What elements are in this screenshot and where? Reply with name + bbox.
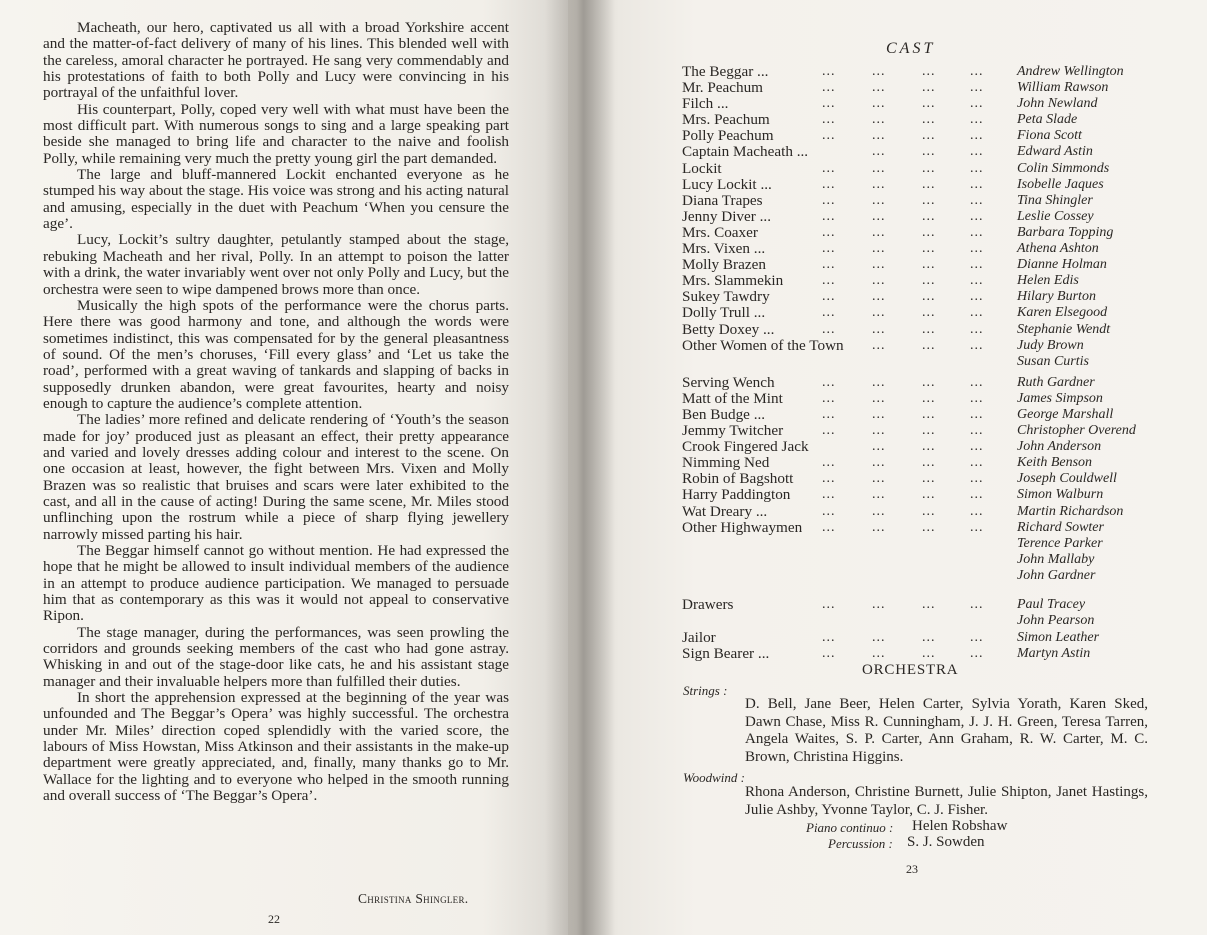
cast-actor: John Pearson	[1017, 613, 1095, 629]
cast-actor: John Anderson	[1017, 439, 1102, 455]
leader-dots: ...	[970, 64, 984, 79]
leader-dots: ...	[872, 176, 886, 192]
cast-row	[682, 128, 1152, 144]
cast-row	[682, 144, 1152, 160]
leader-dots: ...	[872, 374, 886, 390]
leader-dots: ...	[922, 96, 936, 112]
cast-row	[682, 161, 1152, 177]
review-paragraph: The Beggar himself cannot go without mention. He had expressed the hope that he might be allowed to insult individual members of the audience in an attempt to produce audience participation. We managed to persuade him that as contemporary as this was it would not appeal to conservative Ripon.	[43, 542, 509, 625]
cast-actor: Martin Richardson	[1017, 503, 1124, 519]
review-paragraph: His counterpart, Polly, coped very well with what must have been the most difficult part. With numerous songs to sing and a large speaking part beside she managed to bring life and character to the naive and foolish Polly, while remaining very much the pretty young girl the part demanded.	[43, 100, 509, 167]
cast-actor: Karen Elsegood	[1017, 305, 1108, 321]
leader-dots: ...	[970, 80, 984, 96]
book-spine-shadow	[545, 0, 615, 935]
leader-dots: ...	[922, 406, 936, 422]
leader-dots: ...	[872, 337, 886, 353]
cast-actor: Richard Sowter	[1017, 519, 1104, 535]
review-paragraph: Macheath, our hero, captivated us all with a broad Yorkshire accent and the matter-of-fact delivery of many of his lines. This blended well with the careless, amoral character he portrayed. He sang very commendably and his protestations of faith to both Polly and Lucy were convincing in his portrayal of the unfaithful lover.	[43, 19, 509, 102]
cast-actor: John Newland	[1017, 96, 1098, 112]
leader-dots: ...	[872, 64, 886, 79]
cast-row	[682, 646, 1152, 662]
cast-actor: Simon Walburn	[1017, 487, 1104, 503]
cast-actor: Simon Leather	[1017, 630, 1100, 646]
leader-dots: ...	[922, 257, 936, 273]
cast-actor: Isobelle Jaques	[1017, 176, 1104, 192]
cast-row	[682, 630, 1152, 646]
leader-dots: ...	[822, 257, 836, 273]
leader-dots: ...	[822, 241, 836, 257]
leader-dots: ...	[822, 176, 836, 192]
cast-actor: Stephanie Wendt	[1017, 321, 1111, 337]
cast-actor: George Marshall	[1017, 406, 1114, 422]
percussion-player: S. J. Sowden	[907, 834, 985, 850]
leader-dots: ...	[872, 192, 886, 208]
leader-dots: ...	[822, 273, 836, 289]
cast-actor: Fiona Scott	[1017, 128, 1082, 144]
leader-dots: ...	[872, 305, 886, 321]
cast-actor: Edward Astin	[1017, 144, 1093, 160]
leader-dots: ...	[872, 646, 886, 662]
cast-row	[682, 354, 1152, 370]
cast-row	[682, 257, 1152, 273]
leader-dots: ...	[872, 471, 886, 487]
leader-dots: ...	[822, 374, 836, 390]
leader-dots: ...	[872, 503, 886, 519]
leader-dots: ...	[872, 321, 886, 337]
cast-role: Jemmy Twitcher	[682, 422, 784, 440]
leader-dots: ...	[822, 112, 836, 128]
leader-dots: ...	[822, 519, 836, 535]
cast-role: Sukey Tawdry	[682, 288, 770, 306]
leader-dots: ...	[822, 455, 836, 471]
percussion-label: Percussion :	[828, 836, 893, 851]
leader-dots: ...	[922, 390, 936, 406]
strings-list: D. Bell, Jane Beer, Helen Carter, Sylvia Yorath, Karen Sked, Dawn Chase, Miss R. Cunningham, J. J. H. Green, Teresa Tarren, Angela Waites, S. P. Carter, Ann Graham, R. W. Carter, M. C. Brown, Christina Higgins.	[745, 696, 1148, 765]
leader-dots: ...	[822, 208, 836, 224]
leader-dots: ...	[970, 630, 984, 646]
leader-dots: ...	[970, 423, 984, 439]
leader-dots: ...	[922, 241, 936, 257]
cast-role: Mrs. Vixen ...	[682, 240, 766, 258]
leader-dots: ...	[970, 192, 984, 208]
leader-dots: ...	[922, 337, 936, 353]
leader-dots: ...	[872, 160, 886, 176]
cast-actor: James Simpson	[1017, 390, 1103, 406]
leader-dots: ...	[872, 487, 886, 503]
leader-dots: ...	[822, 487, 836, 503]
cast-list	[682, 64, 1152, 662]
cast-row	[682, 536, 1152, 552]
cast-actor: Ruth Gardner	[1017, 374, 1095, 390]
cast-role: Captain Macheath ...	[682, 143, 809, 161]
cast-row	[682, 568, 1152, 584]
leader-dots: ...	[970, 224, 984, 240]
cast-actor: Susan Curtis	[1017, 353, 1089, 369]
cast-row	[682, 520, 1152, 536]
leader-dots: ...	[922, 439, 936, 455]
strings-label: Strings :	[683, 683, 728, 698]
cast-actor: Colin Simmonds	[1017, 160, 1110, 176]
cast-row	[682, 487, 1152, 503]
cast-actor: Paul Tracey	[1017, 597, 1086, 612]
cast-role: Wat Dreary ...	[682, 502, 768, 520]
leader-dots: ...	[970, 96, 984, 112]
leader-dots: ...	[922, 305, 936, 321]
review-paragraph: The ladies’ more refined and delicate rendering of ‘Youth’s the season made for joy’ produced just as pleasant an effect, their pretty appearance and varied and lovely dresses adding colour and interest to the scene. On one occasion at least, however, the fight between Mrs. Vixen and Molly Brazen was so realistic that bruises and scars were later exhibited to the cast, and all in the cause of acting! During the same scene, Mr. Miles stood unflinching upon the rostrum while a piece of sharp flying jewellery narrowly missed parting his hair.	[43, 411, 509, 543]
cast-role: Harry Paddington	[682, 486, 791, 504]
cast-row	[682, 273, 1152, 289]
cast-row	[682, 375, 1152, 391]
cast-role: Other Highwaymen	[682, 518, 803, 536]
leader-dots: ...	[922, 64, 936, 79]
cast-actor: Dianne Holman	[1017, 257, 1107, 273]
cast-role: Diana Trapes	[682, 191, 763, 209]
leader-dots: ...	[822, 305, 836, 321]
leader-dots: ...	[922, 289, 936, 305]
cast-role: Other Women of the Town	[682, 336, 844, 354]
leader-dots: ...	[970, 337, 984, 353]
leader-dots: ...	[922, 471, 936, 487]
cast-role: The Beggar ...	[682, 63, 769, 80]
leader-dots: ...	[822, 160, 836, 176]
cast-row	[682, 597, 1152, 613]
author-signature: Christina Shingler.	[358, 891, 469, 906]
cast-actor: Leslie Cossey	[1017, 208, 1094, 224]
cast-row	[682, 64, 1152, 80]
cast-role: Betty Doxey ...	[682, 320, 775, 338]
leader-dots: ...	[822, 503, 836, 519]
cast-actor: Keith Benson	[1017, 455, 1093, 471]
cast-actor: Tina Shingler	[1017, 192, 1093, 208]
cast-row	[682, 80, 1152, 96]
leader-dots: ...	[822, 321, 836, 337]
leader-dots: ...	[922, 273, 936, 289]
leader-dots: ...	[872, 439, 886, 455]
leader-dots: ...	[922, 487, 936, 503]
cast-actor: Terence Parker	[1017, 535, 1103, 551]
leader-dots: ...	[922, 80, 936, 96]
leader-dots: ...	[872, 406, 886, 422]
cast-role: Matt of the Mint	[682, 389, 783, 407]
leader-dots: ...	[970, 208, 984, 224]
cast-row	[682, 613, 1152, 629]
leader-dots: ...	[970, 305, 984, 321]
review-paragraph: The stage manager, during the performances, was seen prowling the corridors and grounds seeking members of the cast who had gone astray. Whisking in and out of the stage-door like cats, he and his assistant stage manager and their invaluable helpers more than fulfilled their duties.	[43, 623, 509, 690]
leader-dots: ...	[822, 80, 836, 96]
cast-actor: Athena Ashton	[1017, 241, 1099, 257]
cast-role: Serving Wench	[682, 373, 775, 391]
leader-dots: ...	[922, 144, 936, 160]
leader-dots: ...	[922, 321, 936, 337]
cast-role: Mrs. Peachum	[682, 111, 770, 129]
cast-row	[682, 209, 1152, 225]
cast-row	[682, 112, 1152, 128]
leader-dots: ...	[970, 160, 984, 176]
cast-role: Filch ...	[682, 95, 729, 113]
leader-dots: ...	[970, 112, 984, 128]
leader-dots: ...	[970, 455, 984, 471]
leader-dots: ...	[872, 630, 886, 646]
cast-actor: Martyn Astin	[1017, 646, 1091, 662]
cast-actor: Peta Slade	[1017, 112, 1078, 128]
review-paragraph: In short the apprehension expressed at the beginning of the year was unfounded and The Beggar’s Opera’ was highly successful. The orchestra under Mr. Miles’ direction coped splendidly with the varied score, the labours of Miss Howstan, Miss Atkinson and their assistants in the make-up department were greatly appreciated, and, finally, many thanks go to Mr. Wallace for the lighting and to everyone who helped in the smooth running and overall success of ‘The Beggar’s Opera’.	[43, 689, 509, 805]
leader-dots: ...	[970, 406, 984, 422]
review-paragraph: The large and bluff-mannered Lockit enchanted everyone as he stumped his way about the stage. His voice was strong and his acting natural and amusing, especially in the duet with Peachum ‘When you censure the age’.	[43, 166, 509, 233]
cast-actor: Christopher Overend	[1017, 423, 1136, 439]
leader-dots: ...	[822, 64, 836, 79]
leader-dots: ...	[970, 471, 984, 487]
leader-dots: ...	[872, 224, 886, 240]
cast-role: Nimming Ned	[682, 454, 770, 472]
leader-dots: ...	[822, 630, 836, 646]
leader-dots: ...	[872, 273, 886, 289]
leader-dots: ...	[970, 503, 984, 519]
leader-dots: ...	[922, 646, 936, 662]
piano-continuo-label: Piano continuo :	[806, 820, 894, 835]
cast-actor: Helen Edis	[1017, 273, 1079, 289]
cast-role: Mr. Peachum	[682, 79, 763, 97]
leader-dots: ...	[970, 273, 984, 289]
leader-dots: ...	[970, 519, 984, 535]
leader-dots: ...	[822, 423, 836, 439]
cast-row	[682, 552, 1152, 568]
cast-role: Jailor	[682, 629, 716, 647]
cast-role: Jenny Diver ...	[682, 207, 771, 225]
cast-actor: Hilary Burton	[1017, 289, 1096, 305]
leader-dots: ...	[872, 144, 886, 160]
review-text	[43, 20, 509, 805]
leader-dots: ...	[822, 289, 836, 305]
leader-dots: ...	[922, 455, 936, 471]
leader-dots: ...	[970, 374, 984, 390]
leader-dots: ...	[922, 630, 936, 646]
cast-role: Robin of Bagshott	[682, 470, 794, 488]
cast-row	[682, 423, 1152, 439]
leader-dots: ...	[872, 128, 886, 144]
leader-dots: ...	[822, 471, 836, 487]
leader-dots: ...	[822, 406, 836, 422]
leader-dots: ...	[872, 208, 886, 224]
cast-actor: John Mallaby	[1017, 551, 1095, 567]
left-page	[0, 0, 568, 935]
cast-role: Ben Budge ...	[682, 405, 766, 423]
cast-role: Mrs. Coaxer	[682, 223, 758, 241]
cast-row	[682, 439, 1152, 455]
cast-row	[682, 471, 1152, 487]
cast-row	[682, 289, 1152, 305]
cast-actor: Judy Brown	[1017, 337, 1084, 353]
cast-role: Dolly Trull ...	[682, 304, 766, 322]
leader-dots: ...	[872, 455, 886, 471]
leader-dots: ...	[970, 289, 984, 305]
cast-row	[682, 322, 1152, 338]
leader-dots: ...	[922, 112, 936, 128]
cast-role: Crook Fingered Jack	[682, 438, 809, 456]
cast-row	[682, 96, 1152, 112]
leader-dots: ...	[922, 192, 936, 208]
cast-actor: Barbara Topping	[1017, 224, 1114, 240]
cast-row	[682, 391, 1152, 407]
cast-row	[682, 338, 1152, 354]
piano-continuo-player: Helen Robshaw	[912, 818, 1008, 834]
woodwind-label: Woodwind :	[683, 770, 745, 785]
cast-row	[682, 455, 1152, 471]
leader-dots: ...	[970, 597, 984, 612]
cast-row	[682, 193, 1152, 209]
cast-role: Polly Peachum	[682, 127, 774, 145]
leader-dots: ...	[922, 208, 936, 224]
leader-dots: ...	[872, 96, 886, 112]
leader-dots: ...	[922, 597, 936, 612]
leader-dots: ...	[922, 374, 936, 390]
cast-role: Molly Brazen	[682, 256, 766, 274]
leader-dots: ...	[970, 439, 984, 455]
cast-row	[682, 504, 1152, 520]
leader-dots: ...	[970, 144, 984, 160]
cast-actor: William Rawson	[1017, 80, 1109, 96]
leader-dots: ...	[822, 646, 836, 662]
leader-dots: ...	[872, 519, 886, 535]
leader-dots: ...	[922, 224, 936, 240]
cast-role: Lucy Lockit ...	[682, 175, 772, 193]
leader-dots: ...	[970, 390, 984, 406]
leader-dots: ...	[922, 423, 936, 439]
cast-row	[682, 177, 1152, 193]
leader-dots: ...	[822, 96, 836, 112]
leader-dots: ...	[922, 176, 936, 192]
leader-dots: ...	[922, 519, 936, 535]
leader-dots: ...	[872, 80, 886, 96]
leader-dots: ...	[822, 192, 836, 208]
cast-row	[682, 305, 1152, 321]
review-paragraph: Lucy, Lockit’s sultry daughter, petulantly stamped about the stage, rebuking Macheath and her rival, Polly. In an attempt to poison the latter with a drink, the water invariably went over not only Polly and Lucy, but the orchestra were seen to wipe dampened brows more than once.	[43, 231, 509, 298]
leader-dots: ...	[970, 176, 984, 192]
leader-dots: ...	[872, 597, 886, 612]
cast-actor: Joseph Couldwell	[1017, 471, 1117, 487]
cast-role: Mrs. Slammekin	[682, 272, 784, 290]
page-number-left: 22	[268, 912, 280, 926]
leader-dots: ...	[970, 128, 984, 144]
leader-dots: ...	[872, 241, 886, 257]
leader-dots: ...	[872, 423, 886, 439]
woodwind-list: Rhona Anderson, Christine Burnett, Julie Shipton, Janet Hastings, Julie Ashby, Yvonne Taylor, C. J. Fisher.	[745, 784, 1148, 818]
cast-row	[682, 241, 1152, 257]
leader-dots: ...	[822, 390, 836, 406]
cast-role: Drawers	[682, 596, 734, 613]
cast-actor: John Gardner	[1017, 567, 1096, 583]
cast-row	[682, 407, 1152, 423]
leader-dots: ...	[822, 128, 836, 144]
leader-dots: ...	[970, 487, 984, 503]
cast-role: Sign Bearer ...	[682, 645, 770, 663]
leader-dots: ...	[970, 321, 984, 337]
leader-dots: ...	[922, 128, 936, 144]
leader-dots: ...	[970, 257, 984, 273]
leader-dots: ...	[822, 597, 836, 612]
leader-dots: ...	[822, 224, 836, 240]
page-number-right: 23	[906, 862, 918, 876]
leader-dots: ...	[872, 289, 886, 305]
cast-heading: CAST	[886, 40, 936, 57]
leader-dots: ...	[970, 241, 984, 257]
leader-dots: ...	[872, 390, 886, 406]
cast-role: Lockit	[682, 159, 722, 177]
leader-dots: ...	[872, 112, 886, 128]
leader-dots: ...	[970, 646, 984, 662]
leader-dots: ...	[922, 503, 936, 519]
leader-dots: ...	[872, 257, 886, 273]
leader-dots: ...	[922, 160, 936, 176]
orchestra-heading: ORCHESTRA	[862, 662, 959, 678]
review-paragraph: Musically the high spots of the performance were the chorus parts. Here there was good harmony and tone, and although the words were sometimes indistinct, this was compensated for by the general pleasantness of sound. Of the men’s choruses, ‘Fill every glass’ and ‘Let us take the road’, performed with a great waving of tankards and slapping of backs in supposedly drunken abandon, were great favourites, hearty and noisy enough to capture the audience’s complete attention.	[43, 296, 509, 412]
cast-actor: Andrew Wellington	[1017, 64, 1124, 79]
cast-row	[682, 225, 1152, 241]
